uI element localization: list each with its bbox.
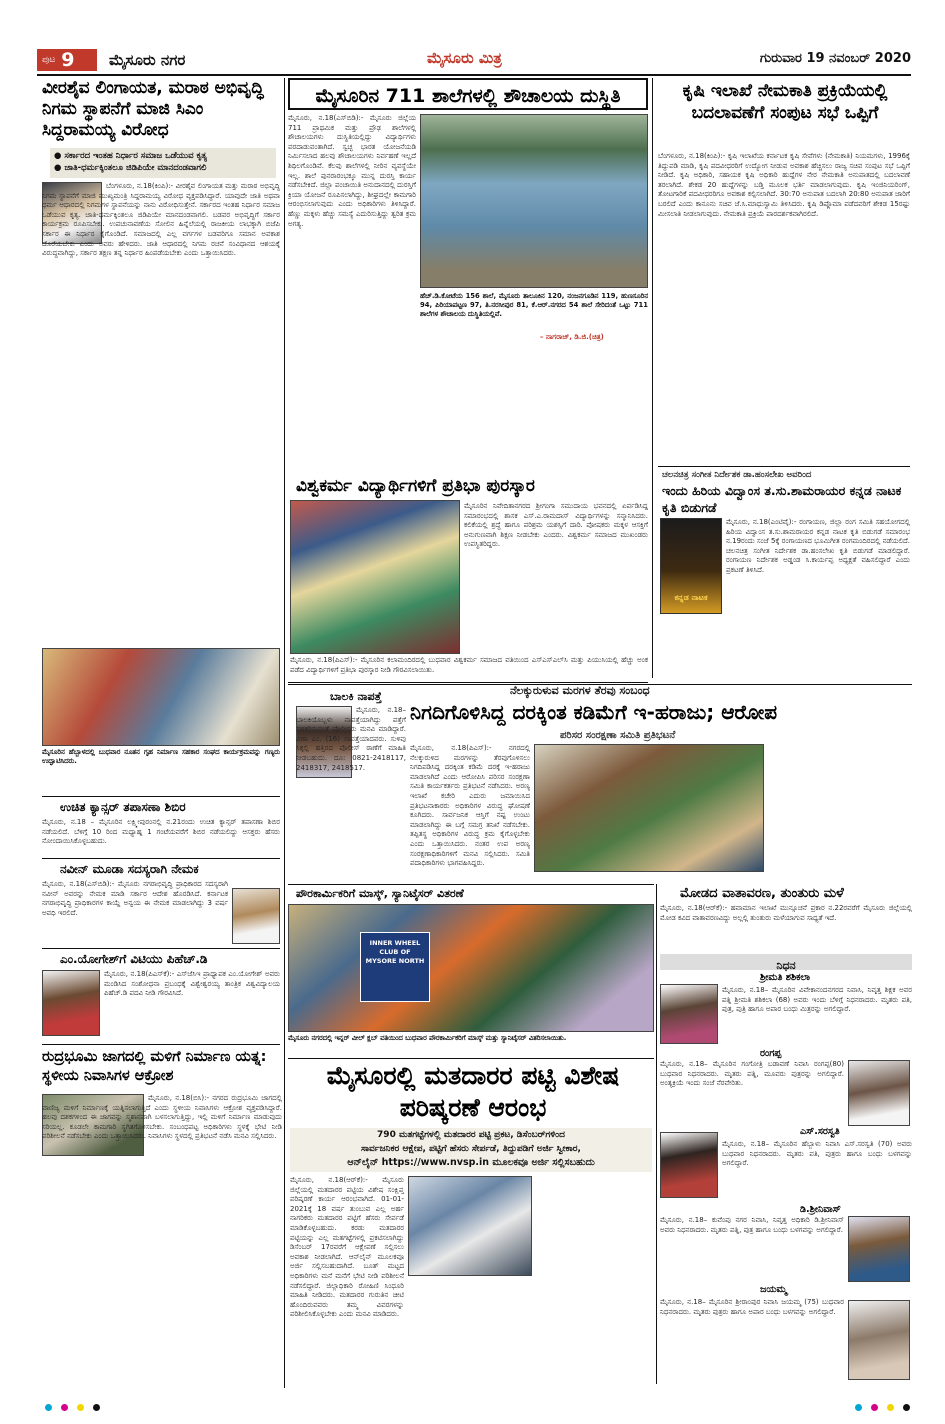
obit3-body: ಮೈಸೂರು, ನ.18– ಮೈಸೂರಿನ ಹೆಬ್ಬಾಳು ನಿವಾಸಿ ಎಸ್.ಸರಸ್ವತಿ (70) ಅವರು ಬುಧವಾರ ನಿಧನರಾದರು. ಮೃತರು ಪತಿ, ಪುತ್ರರು ಹಾಗೂ ಬಂಧು ಬಳಗವನ್ನು ಅಗಲಿದ್ದಾರೆ. bbox=[722, 1140, 912, 1168]
weather-body: ಮೈಸೂರು, ನ.18(ಆರ್‌ಕೆ):- ಹವಾಮಾನ ಇಲಾಖೆ ಮುನ್ಸೂಚನೆ ಪ್ರಕಾರ ನ.22ರವರೆಗೆ ಮೈಸೂರು ಜಿಲ್ಲೆಯಲ್ಲಿ ಮೋಡ ಕವಿದ ವಾತಾವರಣವಿದ್ದು ಅಲ್ಲಲ್ಲಿ ತುಂತುರು ಮಳೆಯಾಗುವ ಸಾಧ್ಯತೆ ಇದೆ. bbox=[660, 904, 912, 922]
black-dot bbox=[93, 1404, 100, 1411]
agri-headline: ಕೃಷಿ ಇಲಾಖೆ ನೇಮಕಾತಿ ಪ್ರಕ್ರಿಯೆಯಲ್ಲಿ ಬದಲಾವಣೆಗೆ ಸಂಪುಟ ಸಭೆ ಒಪ್ಪಿಗೆ bbox=[682, 81, 888, 123]
voter-subhead-line1: 790 ಮತಗಟ್ಟೆಗಳಲ್ಲಿ ಮತದಾರರ ಪಟ್ಟಿ ಪ್ರಕಟ, ಡಿಸೆಂಬರ್‌ಗಳಿಂದ bbox=[377, 1130, 565, 1140]
award-headline: ವಿಶ್ವಕರ್ಮ ವಿದ್ಯಾರ್ಥಿಗಳಿಗೆ ಪ್ರತಿಭಾ ಪುರಸ್ಕಾರ bbox=[296, 476, 535, 496]
obit1-photo bbox=[660, 984, 718, 1044]
column-rule bbox=[656, 884, 657, 1384]
toilet-photo bbox=[420, 114, 648, 288]
obit3-name: ಎಸ್.ಸರಸ್ವತಿ bbox=[800, 1126, 840, 1137]
crematorium-headline: ರುದ್ರಭೂಮಿ ಜಾಗದಲ್ಲಿ ಮಳಿಗೆ ನಿರ್ಮಾಣ ಯತ್ನ: ಸ್ಥಳೀಯ ನಿವಾಸಿಗಳ ಆಕ್ರೋಶ bbox=[42, 1049, 267, 1084]
drama-body: ಮೈಸೂರು, ನ.18(ಎಂಟಿವೈ):- ರಂಗಾಯಣ, ಜಿಲ್ಲಾ ರಂಗ ಸಮಿತಿ ಸಹಯೋಗದಲ್ಲಿ ಹಿರಿಯ ವಿದ್ವಾಂಸ ತ.ಸು.ಶಾಮರಾಯರ ಕನ್ನಡ ನಾಟಕ ಕೃತಿ ಬಿಡುಗಡೆ ಸಮಾರಂಭ ನ.19ರಂದು ಸಂಜೆ 5ಕ್ಕೆ ರಂಗಾಯಣದ ಭೂಮಿಗೀತ ರಂಗಮಂದಿರದಲ್ಲಿ ನಡೆಯಲಿದೆ. ಚಲನಚಿತ್ರ ಸಂಗೀತ ನಿರ್ದೇಶಕ ಡಾ.ಹಂಸಲೇಖ ಕೃತಿ ಬಿಡುಗಡೆ ಮಾಡಲಿದ್ದಾರೆ. ರಂಗಾಯಣ ನಿರ್ದೇಶಕ ಅಡ್ಡಂಡ ಸಿ.ಕಾರ್ಯಪ್ಪ ಅಧ್ಯಕ್ಷತೆ ವಹಿಸಲಿದ್ದಾರೆ ಎಂದು ಪ್ರಕಟಣೆ ತಿಳಿಸಿದೆ. bbox=[726, 518, 910, 574]
registration-marks-left bbox=[45, 1404, 100, 1414]
obit1-name: ಶ್ರೀಮತಿ ಶಶಿಕಲಾ bbox=[760, 972, 810, 983]
obit2-name: ರಂಗಪ್ಪ bbox=[760, 1048, 782, 1059]
voter-subhead-line3: ಆನ್‌ಲೈನ್ https://www.nvsp.in ಮೂಲಕವೂ ಅರ್ಜಿ ಸಲ್ಲಿಸಬಹುದು bbox=[347, 1157, 595, 1168]
toilet-caption: ಹೆಚ್.ಡಿ.ಕೋಟೆಯ 156 ಶಾಲೆ, ಮೈಸೂರು ತಾಲೂಕಿನ 120, ನಂಜನಗೂಡಿನ 119, ಹುಣಸೂರಿನ 94, ಪಿರಿಯಾಪಟ್ಟಣ 97, ತಿ.ನರಸೀಪುರ 81, ಕೆ.ಆರ್.ನಗರದ 54 ಶಾಲೆ ಸೇರಿದಂತೆ ಒಟ್ಟು 711 ಶಾಲೆಗಳ ಶೌಚಾಲಯ ದುಸ್ಥಿತಿಯಲ್ಲಿವೆ. bbox=[420, 292, 648, 318]
drama-headline: ಇಂದು ಹಿರಿಯ ವಿದ್ವಾಂಸ ತ.ಸು.ಶಾಮರಾಯರ ಕನ್ನಡ ನಾಟಕ ಕೃತಿ ಬಿಡುಗಡೆ bbox=[662, 483, 902, 515]
trees-col2 bbox=[768, 744, 910, 874]
phd-title: ಎಂ.ಯೋಗೇಶ್‌ಗೆ ವಿಟಿಯು ಪಿಹೆಚ್.ಡಿ bbox=[60, 952, 208, 966]
bullet-one: ● ಸರ್ಕಾರದ ಇಂತಹ ನಿರ್ಧಾರ ಸಮಾಜ ಒಡೆಯುವ ಕೃತ್ಯ bbox=[54, 151, 207, 161]
obituary-title: ನಿಧನ bbox=[776, 959, 796, 972]
column-rule bbox=[652, 78, 653, 678]
housing-event-photo bbox=[42, 648, 280, 746]
voter-subhead-line2: ಸಾರ್ವಜನಿಕರ ಆಕ್ಷೇಪ, ಪಟ್ಟಿಗೆ ಹೆಸರು ಸೇರ್ಪಡೆ, ತಿದ್ದುಪಡಿಗೆ ಅರ್ಜಿ ಸ್ವೀಕಾರ, bbox=[361, 1144, 581, 1154]
divider bbox=[658, 466, 910, 467]
trees-body: ಮೈಸೂರು, ನ.18(ಪಿಎಸ್):- ನಗರದಲ್ಲಿ ನೆಲಕ್ಕುರುಳಿದ ಮರಗಳನ್ನು ತೆರವುಗೊಳಿಸಲು ನಿಗದಿಪಡಿಸಿದ್ದ ದರಕ್ಕಿಂತ ಕಡಿಮೆ ದರಕ್ಕೆ ಇ-ಹರಾಜು ಮಾಡಲಾಗಿದೆ ಎಂದು ಆರೋಪಿಸಿ ಪರಿಸರ ಸಂರಕ್ಷಣಾ ಸಮಿತಿ ಕಾರ್ಯಕರ್ತರು ಪ್ರತಿಭಟನೆ ನಡೆಸಿದರು. ಅರಣ್ಯ ಇಲಾಖೆ ಕಚೇರಿ ಎದುರು ಜಮಾಯಿಸಿದ ಪ್ರತಿಭಟನಾಕಾರರು ಅಧಿಕಾರಿಗಳ ವಿರುದ್ಧ ಘೋಷಣೆ ಕೂಗಿದರು. ಸಾರ್ವಜನಿಕ ಆಸ್ತಿಗೆ ನಷ್ಟ ಉಂಟು ಮಾಡಲಾಗಿದ್ದು ಈ ಬಗ್ಗೆ ಸಮಗ್ರ ತನಿಖೆ ನಡೆಸಬೇಕು. ತಪ್ಪಿತಸ್ಥ ಅಧಿಕಾರಿಗಳ ವಿರುದ್ಧ ಕ್ರಮ ಕೈಗೊಳ್ಳಬೇಕು ಎಂದು ಒತ್ತಾಯಿಸಿದರು. ನಂತರ ಉಪ ಅರಣ್ಯ ಸಂರಕ್ಷಣಾಧಿಕಾರಿಗಳಿಗೆ ಮನವಿ ಸಲ್ಲಿಸಿದರು. ಸಮಿತಿ ಪದಾಧಿಕಾರಿಗಳು ಭಾಗವಹಿಸಿದ್ದರು. bbox=[410, 744, 530, 868]
bullet-one-text: ಸರ್ಕಾರದ ಇಂತಹ ನಿರ್ಧಾರ ಸಮಾಜ ಒಡೆಯುವ ಕೃತ್ಯ bbox=[64, 151, 207, 161]
cyan-dot bbox=[45, 1404, 52, 1411]
obit5-body: ಮೈಸೂರು, ನ.18– ಮೈಸೂರಿನ ಶ್ರೀರಾಂಪುರ ನಿವಾಸಿ ಜಯಮ್ಮ (75) ಬುಧವಾರ ನಿಧನರಾದರು. ಮೃತರು ಪುತ್ರರು ಹಾಗೂ ಅಪಾರ ಬಂಧು ಬಳಗವನ್ನು ಅಗಲಿದ್ದಾರೆ. bbox=[660, 1298, 844, 1316]
column-rule bbox=[284, 78, 285, 1388]
missing-girl-body: ಮೈಸೂರು, ನ.18– ಬಾಲಕಿಯೊಬ್ಬಳು ನಾಪತ್ತೆಯಾಗಿದ್ದು ಪತ್ತೆಗೆ ಸಹಕರಿಸುವಂತೆ ಪೊಲೀಸರು ಮನವಿ ಮಾಡಿದ್ದಾರೆ. ವಿಣಾ ಎಂ. (16) ನಾಪತ್ತೆಯಾದವರು. ಸುಳಿವು ಸಿಕ್ಕಲ್ಲಿ ಹತ್ತಿರದ ಪೊಲೀಸ್ ಠಾಣೆಗೆ ಮಾಹಿತಿ ನೀಡಬಹುದು. ದೂ: 0821-2418117, 2418317, 2418517. bbox=[296, 706, 406, 772]
toilet-col3 bbox=[534, 348, 648, 470]
divider bbox=[42, 948, 280, 949]
page-number: 9 bbox=[61, 49, 75, 71]
naveen-body: ಮೈಸೂರು, ನ.18(ಎಸ್‌ಬಿಡಿ):- ಮೈಸೂರು ನಗರಾಭಿವೃದ್ಧಿ ಪ್ರಾಧಿಕಾರದ ಸದಸ್ಯರಾಗಿ ನವೀನ್ ಅವರನ್ನು ನೇಮಕ ಮಾಡಿ ಸರ್ಕಾರ ಆದೇಶ ಹೊರಡಿಸಿದೆ. ಕರ್ನಾಟಕ ನಗರಾಭಿವೃದ್ಧಿ ಪ್ರಾಧಿಕಾರಗಳ ಕಾಯ್ದೆ ಅನ್ವಯ ಈ ನೇಮಕ ಮಾಡಲಾಗಿದ್ದು 3 ವರ್ಷ ಅವಧಿ ಇರಲಿದೆ. bbox=[42, 880, 228, 917]
black-dot bbox=[903, 1404, 910, 1411]
cyan-dot bbox=[855, 1404, 862, 1411]
obit5-name: ಜಯಮ್ಮ bbox=[760, 1284, 787, 1295]
divider bbox=[288, 884, 654, 885]
naveen-photo bbox=[232, 888, 280, 944]
protest-photo bbox=[534, 744, 764, 872]
award-body: ಮೈಸೂರಿನ ನಿವೇದಿತಾನಗರದ ಶ್ರೀಗಂಗಾ ಸಮುದಾಯ ಭವನದಲ್ಲಿ ಏರ್ಪಡಿಸಿದ್ದ ಸಮಾರಂಭದಲ್ಲಿ ಶಾಸಕ ಎಸ್.ಎ.ರಾಮದಾಸ್ ವಿದ್ಯಾರ್ಥಿಗಳನ್ನು ಸನ್ಮಾನಿಸಿದರು. ಕಲಿಕೆಯಲ್ಲಿ ಶ್ರದ್ಧೆ ಹಾಗೂ ಪರಿಶ್ರಮ ಯಶಸ್ಸಿಗೆ ದಾರಿ. ಪೋಷಕರು ಮಕ್ಕಳ ಆಸಕ್ತಿಗೆ ಅನುಗುಣವಾಗಿ ಶಿಕ್ಷಣ ನೀಡಬೇಕು ಎಂದರು. ವಿಶ್ವಕರ್ಮ ಸಮಾಜದ ಮುಖಂಡರು ಉಪಸ್ಥಿತರಿದ್ದರು. bbox=[464, 502, 648, 549]
obit1-body: ಮೈಸೂರು, ನ.18– ಮೈಸೂರಿನ ವಿವೇಕಾನಂದನಗರದ ನಿವಾಸಿ, ನಿವೃತ್ತ ಶಿಕ್ಷಕ ಅವರ ಪತ್ನಿ ಶ್ರೀಮತಿ ಶಶಿಕಲಾ (68) ಅವರು ಇಂದು ಬೆಳಿಗ್ಗೆ ನಿಧನರಾದರು. ಮೃತರು ಪತಿ, ಪುತ್ರ, ಪುತ್ರಿ ಹಾಗೂ ಅಪಾರ ಬಂಧು ಮಿತ್ರರನ್ನು ಅಗಲಿದ್ದಾರೆ. bbox=[722, 986, 912, 1014]
divider bbox=[42, 1044, 280, 1045]
page-label: ಪುಟ bbox=[42, 55, 56, 65]
divider bbox=[42, 858, 280, 859]
trees-headline: ನಿಗದಿಗೊಳಿಸಿದ್ದ ದರಕ್ಕಿಂತ ಕಡಿಮೆಗೆ ಇ-ಹರಾಜು; ಆರೋಪ bbox=[410, 700, 778, 724]
registration-marks-right bbox=[855, 1404, 910, 1414]
agri-body: ಬೆಂಗಳೂರು, ನ.18(ಕಿಂಪಿ):- ಕೃಷಿ ಇಲಾಖೆಯ ಕರ್ನಾಟಕ ಕೃಷಿ ಸೇವೆಗಳು (ನೇಮಕಾತಿ) ನಿಯಮಗಳು, 1996ಕ್ಕೆ ತಿದ್ದುಪಡಿ ಮಾಡಿ, ಕೃಷಿ ಪದವೀಧರರಿಗೆ ಉದ್ಯೋಗ ನೀಡುವ ಅವಕಾಶ ಹೆಚ್ಚಿಸಲು ರಾಜ್ಯ ಸಚಿವ ಸಂಪುಟ ಸಭೆ ಒಪ್ಪಿಗೆ ನೀಡಿದೆ. ಕೃಷಿ ಅಧಿಕಾರಿ, ಸಹಾಯಕ ಕೃಷಿ ಅಧಿಕಾರಿ ಹುದ್ದೆಗಳ ನೇರ ನೇಮಕಾತಿ ಅನುಪಾತದಲ್ಲಿ ಬದಲಾವಣೆ ತರಲಾಗಿದೆ. ಶೇಕಡ 20 ಹುದ್ದೆಗಳನ್ನು ಬಡ್ತಿ ಮೂಲಕ ಭರ್ತಿ ಮಾಡಲಾಗುವುದು. ಕೃಷಿ ಇಂಜಿನಿಯರಿಂಗ್, ತೋಟಗಾರಿಕೆ ಪದವೀಧರರಿಗೂ ಅವಕಾಶ ಕಲ್ಪಿಸಲಾಗಿದೆ. 30:70 ಅನುಪಾತ ಬದಲಾಗಿ 20:80 ಅನುಪಾತ ಜಾರಿಗೆ ಬರಲಿದೆ ಎಂದು ಕಾನೂನು ಸಚಿವ ಜೆ.ಸಿ.ಮಾಧುಸ್ವಾಮಿ ತಿಳಿಸಿದರು. ಕೃಷಿ ಡಿಪ್ಲೊಮಾ ಪಡೆದವರಿಗೆ ಶೇಕಡ 15ರಷ್ಟು ಮೀಸಲಾತಿ ನೀಡಲಾಗುವುದು. ನೇಮಕಾತಿ ಪ್ರಕ್ರಿಯೆ ಪಾರದರ್ಶಕವಾಗಿರಲಿದೆ. bbox=[658, 152, 910, 218]
voter-col2 bbox=[408, 1280, 532, 1384]
weather-headline: ಮೋಡದ ವಾತಾವರಣ, ತುಂತುರು ಮಳೆ bbox=[680, 886, 844, 901]
yellow-dot bbox=[77, 1404, 84, 1411]
sanitizer-caption: ಮೈಸೂರು ನಗರದಲ್ಲಿ ಇನ್ನರ್ ವೀಲ್ ಕ್ಲಬ್ ವತಿಯಿಂದ ಬುಧವಾರ ಪೌರಕಾರ್ಮಿಕರಿಗೆ ಮಾಸ್ಕ್ ಮತ್ತು ಸ್ಯಾನಿಟೈಸರ್ ವಿತರಿಸಲಾಯಿತು. bbox=[288, 1034, 567, 1042]
cancer-camp-title: ಉಚಿತ ಕ್ಯಾನ್ಸರ್ ತಪಾಸಣಾ ಶಿಬಿರ bbox=[60, 800, 186, 814]
masthead: ಮೈಸೂರು ಮಿತ್ರ bbox=[427, 49, 502, 67]
missing-girl-title: ಬಾಲಕಿ ನಾಪತ್ತೆ bbox=[330, 690, 382, 703]
voter-photo bbox=[408, 1176, 532, 1276]
issue-date: ಗುರುವಾರ 19 ನವಂಬರ್ 2020 bbox=[759, 51, 911, 66]
book-cover bbox=[660, 518, 722, 614]
page-header bbox=[37, 48, 911, 74]
sanitizer-headline: ಪೌರಕಾರ್ಮಿಕರಿಗೆ ಮಾಸ್ಕ್, ಸ್ಯಾನಿಟೈಸರ್ ವಿತರಣೆ bbox=[296, 887, 464, 900]
voter-headline: ಮೈಸೂರಲ್ಲಿ ಮತದಾರರ ಪಟ್ಟಿ ವಿಶೇಷ ಪರಿಷ್ಕರಣೆ ಆರಂಭ bbox=[326, 1061, 620, 1122]
phd-body: ಮೈಸೂರು, ನ.18(ಪಿಎಸ್‌ಕೆ):- ಎಸ್‌ಜೆಸಿಇ ಪ್ರಾಧ್ಯಾಪಕ ಎಂ.ಯೋಗೇಶ್ ಅವರು ಮಂಡಿಸಿದ ಸಂಶೋಧನಾ ಪ್ರಬಂಧಕ್ಕೆ ವಿಶ್ವೇಶ್ವರಯ್ಯ ತಾಂತ್ರಿಕ ವಿಶ್ವವಿದ್ಯಾಲಯ ಪಿಹೆಚ್.ಡಿ ಪದವಿ ನೀಡಿ ಗೌರವಿಸಿದೆ. bbox=[104, 970, 280, 998]
trees-kicker: ನೆಲಕ್ಕುರುಳುವ ಮರಗಳ ತೆರವು ಸಂಬಂಧ bbox=[510, 684, 650, 697]
award-photo bbox=[290, 500, 460, 654]
club-banner-text: INNER WHEEL CLUB OF MYSORE NORTH bbox=[365, 939, 425, 965]
naveen-title: ನವೀನ್ ಮೂಡಾ ಸದಸ್ಯರಾಗಿ ನೇಮಕ bbox=[60, 862, 199, 876]
page-number-box bbox=[37, 49, 97, 71]
divider bbox=[42, 796, 280, 797]
section-name: ಮೈಸೂರು ನಗರ bbox=[109, 51, 186, 69]
obit4-name: ಡಿ.ಶ್ರೀನಿವಾಸ್ bbox=[800, 1204, 841, 1215]
award-caption: ಮೈಸೂರು, ನ.18(ಪಿಎಸ್):- ಮೈಸೂರಿನ ಕಲಾಮಂದಿರದಲ್ಲಿ ಬುಧವಾರ ವಿಶ್ವಕರ್ಮ ಸಮಾಜದ ವತಿಯಿಂದ ಎಸ್‌ಎಸ್‌ಎಲ್‌ಸಿ ಮತ್ತು ಪಿಯುಸಿಯಲ್ಲಿ ಹೆಚ್ಚು ಅಂಕ ಪಡೆದ ವಿದ್ಯಾರ್ಥಿಗಳಿಗೆ ಪ್ರತಿಭಾ ಪುರಸ್ಕಾರ ನೀಡಿ ಗೌರವಿಸಲಾಯಿತು. bbox=[290, 656, 648, 674]
siddaramaiah-body: ಬೆಂಗಳೂರು, ನ.18(ಕಿಂಪಿ):- ವೀರಶೈವ ಲಿಂಗಾಯತ ಮತ್ತು ಮರಾಠ ಅಭಿವೃದ್ಧಿ ನಿಗಮ ಸ್ಥಾಪನೆಗೆ ಮಾಜಿ ಮುಖ್ಯಮಂತ್ರಿ ಸಿದ್ದರಾಮಯ್ಯ ವಿರೋಧ ವ್ಯಕ್ತಪಡಿಸಿದ್ದಾರೆ. ಯಾವುದೇ ಜಾತಿ ಅಥವಾ ಧರ್ಮ ಆಧಾರದಲ್ಲಿ ನಿಗಮಗಳ ಸ್ಥಾಪನೆಯನ್ನು ನಾನು ವಿರೋಧಿಸುತ್ತೇನೆ. ಸರ್ಕಾರದ ಇಂತಹ ನಿರ್ಧಾರ ಸಮಾಜ ಒಡೆಯುವ ಕೃತ್ಯ. ಜಾತಿ-ಧರ್ಮಕ್ಕಿಂತಲೂ ಜಿಡಿಪಿಯೇ ಮಾನದಂಡವಾಗಲಿ. ಬಡವರ ಅಭಿವೃದ್ಧಿಗೆ ಸರ್ಕಾರ ಕಾರ್ಯಕ್ರಮ ರೂಪಿಸಬೇಕು. ಉಪಚುನಾವಣೆಯ ಸೋಲಿನ ಹಿನ್ನೆಲೆಯಲ್ಲಿ ರಾಜಕೀಯ ಲಾಭಕ್ಕಾಗಿ ಬಿಜೆಪಿ ಸರ್ಕಾರ ಈ ನಿರ್ಧಾರ ಕೈಗೊಂಡಿದೆ. ಸಮಾಜದಲ್ಲಿ ಎಲ್ಲ ವರ್ಗಗಳ ಬಡವರಿಗೂ ಸಮಾನ ಅವಕಾಶ ದೊರೆಯಬೇಕು ಎಂದು ಅವರು ಹೇಳಿದರು. ಜಾತಿ ಆಧಾರದಲ್ಲಿ ನಿಗಮ ರಚನೆ ಸಂವಿಧಾನದ ಆಶಯಕ್ಕೆ ವಿರುದ್ಧವಾಗಿದ್ದು, ಸರ್ಕಾರ ತಕ್ಷಣ ತನ್ನ ನಿರ್ಧಾರ ಹಿಂಪಡೆಯಬೇಕು ಎಂದು ಒತ್ತಾಯಿಸಿದರು. bbox=[42, 182, 280, 258]
yellow-dot bbox=[887, 1404, 894, 1411]
voter-col3 bbox=[536, 1176, 652, 1384]
yogesh-photo bbox=[42, 970, 100, 1036]
bullet-two-text: ಜಾತಿ-ಧರ್ಮಕ್ಕಿಂತಲೂ ಜಿಡಿಪಿಯೇ ಮಾನದಂಡವಾಗಲಿ bbox=[64, 163, 207, 173]
toilet-body: ಮೈಸೂರು, ನ.18(ಎಸ್‌ಬಿಡಿ):- ಮೈಸೂರು ಜಿಲ್ಲೆಯ 711 ಪ್ರಾಥಮಿಕ ಮತ್ತು ಪ್ರೌಢ ಶಾಲೆಗಳಲ್ಲಿ ಶೌಚಾಲಯಗಳು ದುಸ್ಥಿತಿಯಲ್ಲಿದ್ದು ವಿದ್ಯಾರ್ಥಿಗಳು ಪರದಾಡುವಂತಾಗಿದೆ. ಸ್ವಚ್ಛ ಭಾರತ ಯೋಜನೆಯಡಿ ನಿರ್ಮಿಸಲಾದ ಹಲವು ಶೌಚಾಲಯಗಳು ನಿರ್ವಹಣೆ ಇಲ್ಲದೆ ಶಿಥಿಲಗೊಂಡಿವೆ. ಕೆಲವು ಶಾಲೆಗಳಲ್ಲಿ ನೀರಿನ ವ್ಯವಸ್ಥೆಯೇ ಇಲ್ಲ. ಶಾಲೆ ಪುನರಾರಂಭಕ್ಕೂ ಮುನ್ನ ದುರಸ್ತಿ ಕಾರ್ಯ ನಡೆಸಬೇಕಿದೆ. ಜಿಲ್ಲಾ ಪಂಚಾಯಿತಿ ಅನುದಾನದಲ್ಲಿ ದುರಸ್ತಿಗೆ ಕ್ರಿಯಾ ಯೋಜನೆ ರೂಪಿಸಲಾಗಿದ್ದು, ಶೀಘ್ರದಲ್ಲೇ ಕಾಮಗಾರಿ ಆರಂಭಿಸಲಾಗುವುದು ಎಂದು ಅಧಿಕಾರಿಗಳು ತಿಳಿಸಿದ್ದಾರೆ. ಹೆಣ್ಣು ಮಕ್ಕಳು ಹೆಚ್ಚು ಸಮಸ್ಯೆ ಎದುರಿಸುತ್ತಿದ್ದು ತ್ವರಿತ ಕ್ರಮ ಅಗತ್ಯ. bbox=[288, 114, 416, 228]
magenta-dot bbox=[871, 1404, 878, 1411]
obit5-photo bbox=[848, 1300, 910, 1380]
crematorium-body: ಮೈಸೂರು, ನ.18(ಬಿಸಿ):- ನಗರದ ರುದ್ರಭೂಮಿ ಜಾಗದಲ್ಲಿ ವಾಣಿಜ್ಯ ಮಳಿಗೆ ನಿರ್ಮಾಣಕ್ಕೆ ಯತ್ನಿಸಲಾಗುತ್ತಿದೆ ಎಂದು ಸ್ಥಳೀಯ ನಿವಾಸಿಗಳು ಆಕ್ರೋಶ ವ್ಯಕ್ತಪಡಿಸಿದ್ದಾರೆ. ಹಲವು ದಶಕಗಳಿಂದ ಈ ಜಾಗವನ್ನು ಸ್ಮಶಾನವಾಗಿ ಬಳಸಲಾಗುತ್ತಿದ್ದು, ಇಲ್ಲಿ ಮಳಿಗೆ ನಿರ್ಮಾಣ ಮಾಡುವುದು ಸರಿಯಲ್ಲ. ಕೂಡಲೇ ಕಾಮಗಾರಿ ಸ್ಥಗಿತಗೊಳಿಸಬೇಕು. ಸಂಬಂಧಪಟ್ಟ ಅಧಿಕಾರಿಗಳು ಸ್ಥಳಕ್ಕೆ ಭೇಟಿ ನೀಡಿ ಪರಿಶೀಲನೆ ನಡೆಸಬೇಕು ಎಂದು ಒತ್ತಾಯಿಸಿದರು. ನಿವಾಸಿಗಳು ಸ್ಥಳದಲ್ಲಿ ಪ್ರತಿಭಟನೆ ನಡೆಸಿ ಮನವಿ ಸಲ್ಲಿಸಿದರು. bbox=[42, 1094, 282, 1141]
toilet-body-continued bbox=[288, 292, 416, 470]
bullet-two: ● ಜಾತಿ-ಧರ್ಮಕ್ಕಿಂತಲೂ ಜಿಡಿಪಿಯೇ ಮಾನದಂಡವಾಗಲಿ bbox=[54, 163, 207, 173]
toilet-col2 bbox=[420, 348, 530, 470]
obit2-body: ಮೈಸೂರು, ನ.18– ಮೈಸೂರಿನ ಗಂಗೋತ್ರಿ ಬಡಾವಣೆ ನಿವಾಸಿ ರಂಗಪ್ಪ(80) ಬುಧವಾರ ನಿಧನರಾದರು. ಮೃತರು ಪತ್ನಿ, ಮೂವರು ಪುತ್ರರನ್ನು ಅಗಲಿದ್ದಾರೆ. ಅಂತ್ಯಕ್ರಿಯೆ ಇಂದು ಸಂಜೆ ನೆರವೇರಿತು. bbox=[660, 1060, 844, 1088]
book-cover-title: ಕನ್ನಡ ನಾಟಕ bbox=[674, 593, 708, 602]
divider bbox=[288, 682, 648, 683]
obit3-photo bbox=[660, 1132, 718, 1198]
voter-body: ಮೈಸೂರು, ನ.18(ಆರ್‌ಕೆ):- ಮೈಸೂರು ಜಿಲ್ಲೆಯಲ್ಲಿ ಮತದಾರರ ಪಟ್ಟಿಯ ವಿಶೇಷ ಸಂಕ್ಷಿಪ್ತ ಪರಿಷ್ಕರಣೆ ಕಾರ್ಯ ಆರಂಭವಾಗಿದೆ. 01-01-2021ಕ್ಕೆ 18 ವರ್ಷ ತುಂಬುವ ಎಲ್ಲ ಅರ್ಹ ನಾಗರಿಕರು ಮತದಾರರ ಪಟ್ಟಿಗೆ ಹೆಸರು ಸೇರ್ಪಡೆ ಮಾಡಿಕೊಳ್ಳಬಹುದು. ಕರಡು ಮತದಾರರ ಪಟ್ಟಿಯನ್ನು ಎಲ್ಲ ಮತಗಟ್ಟೆಗಳಲ್ಲಿ ಪ್ರಕಟಿಸಲಾಗಿದ್ದು ಡಿಸೆಂಬರ್ 17ರವರೆಗೆ ಆಕ್ಷೇಪಣೆ ಸಲ್ಲಿಸಲು ಅವಕಾಶ ನೀಡಲಾಗಿದೆ. ಆನ್‌ಲೈನ್ ಮೂಲಕವೂ ಅರ್ಜಿ ಸಲ್ಲಿಸಬಹುದಾಗಿದೆ. ಬೂತ್ ಮಟ್ಟದ ಅಧಿಕಾರಿಗಳು ಮನೆ ಮನೆಗೆ ಭೇಟಿ ನೀಡಿ ಪರಿಶೀಲನೆ ನಡೆಸಲಿದ್ದಾರೆ. ಜಿಲ್ಲಾಧಿಕಾರಿ ರೋಹಿಣಿ ಸಿಂಧೂರಿ ಮಾಹಿತಿ ನೀಡಿದರು. ಮತದಾರರ ಗುರುತಿನ ಚೀಟಿ ಹೊಂದಿರುವವರು ತಮ್ಮ ವಿವರಗಳನ್ನು ಪರಿಶೀಲಿಸಿಕೊಳ್ಳಬೇಕು ಎಂದು ಮನವಿ ಮಾಡಿದರು. bbox=[290, 1176, 404, 1319]
obit4-body: ಮೈಸೂರು, ನ.18– ಕುವೆಂಪು ನಗರ ನಿವಾಸಿ, ನಿವೃತ್ತ ಅಧಿಕಾರಿ ಡಿ.ಶ್ರೀನಿವಾಸ್ ಅವರು ನಿಧನರಾದರು. ಮೃತರು ಪತ್ನಿ, ಪುತ್ರ ಹಾಗೂ ಬಂಧು ಬಳಗವನ್ನು ಅಗಲಿದ್ದಾರೆ. bbox=[660, 1216, 844, 1234]
obituary-header bbox=[660, 954, 912, 970]
magenta-dot bbox=[61, 1404, 68, 1411]
bullet-box bbox=[50, 148, 276, 178]
housing-event-caption: ಮೈಸೂರಿನ ಹೆಬ್ಬಾಳದಲ್ಲಿ ಬುಧವಾರ ನೂತನ ಗೃಹ ನಿರ್ಮಾಣ ಸಹಕಾರ ಸಂಘದ ಕಾರ್ಯಕ್ರಮವನ್ನು ಗಣ್ಯರು ಉದ್ಘಾಟಿಸಿದರು. bbox=[42, 748, 280, 765]
toilet-credit: – ನಾಗರಾಜ್, ಡಿ.ಜಿ.(ಚಿತ್ರ) bbox=[540, 333, 604, 341]
voter-subhead-box bbox=[290, 1128, 652, 1172]
club-banner bbox=[360, 932, 430, 1002]
drama-intro: ಚಲನಚಿತ್ರ ಸಂಗೀತ ನಿರ್ದೇಶಕ ಡಾ.ಹಂಸಲೇಖ ಅವರಿಂದ bbox=[662, 470, 812, 480]
obit2-photo bbox=[848, 1060, 910, 1126]
trees-subhead: ಪರಿಸರ ಸಂರಕ್ಷಣಾ ಸಮಿತಿ ಪ್ರತಿಭಟನೆ bbox=[560, 730, 676, 741]
toilet-headline: ಮೈಸೂರಿನ 711 ಶಾಲೆಗಳಲ್ಲಿ ಶೌಚಾಲಯ ದುಸ್ಥಿತಿ bbox=[288, 78, 648, 110]
cancer-camp-body: ಮೈಸೂರು, ನ.18 – ಮೈಸೂರಿನ ಲಕ್ಷ್ಮೀಪುರಂನಲ್ಲಿ ನ.21ರಂದು ಉಚಿತ ಕ್ಯಾನ್ಸರ್ ತಪಾಸಣಾ ಶಿಬಿರ ನಡೆಯಲಿದೆ. ಬೆಳಿಗ್ಗೆ 10 ರಿಂದ ಮಧ್ಯಾಹ್ನ 1 ಗಂಟೆಯವರೆಗೆ ಶಿಬಿರ ನಡೆಯಲಿದ್ದು ಆಸಕ್ತರು ಹೆಸರು ನೋಂದಾಯಿಸಿಕೊಳ್ಳಬಹುದು. bbox=[42, 818, 280, 846]
sanitizer-photo bbox=[288, 904, 654, 1032]
obit4-photo bbox=[848, 1216, 910, 1282]
siddaramaiah-headline: ವೀರಶೈವ ಲಿಂಗಾಯತ, ಮರಾಠ ಅಭಿವೃದ್ಧಿ ನಿಗಮ ಸ್ಥಾಪನೆಗೆ ಮಾಜಿ ಸಿಎಂ ಸಿದ್ದರಾಮಯ್ಯ ವಿರೋಧ bbox=[42, 78, 264, 140]
header-rule bbox=[37, 74, 911, 76]
divider bbox=[288, 1058, 654, 1059]
